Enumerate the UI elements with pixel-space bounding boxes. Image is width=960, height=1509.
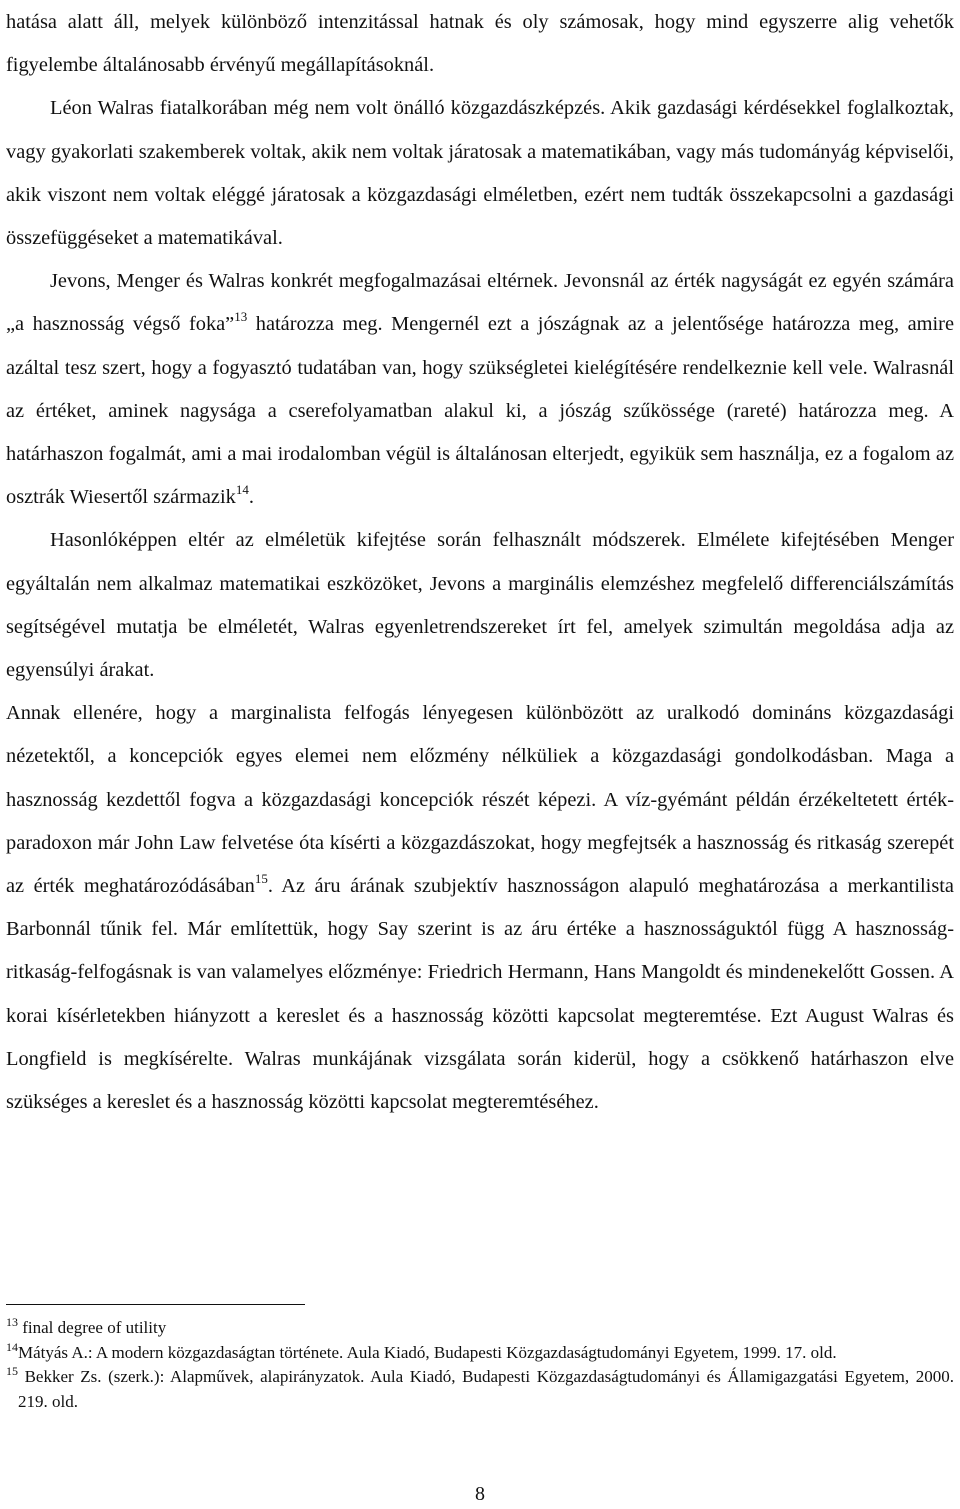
- footnote-ref-15: 15: [254, 871, 268, 887]
- paragraph-3-part-c: .: [248, 486, 254, 509]
- body-text: [6, 1, 954, 1124]
- footnote-ref-13: 13: [234, 309, 248, 325]
- paragraph-5-part-b: . Az áru árának szubjektív hasznosságon alapuló meghatározása a merkantilista Barbonnál tűnik fel. Már említettük, hogy Say szerint is az áru értéke a hasznosságuktól függ A hasznosság-ritkaság-felfogásnak is van valamelyes előzménye: Friedrich Hermann, Hans Mangoldt és mindenekelőtt Gossen. A korai kísérletekben hiányzott a kereslet és a hasznosság közötti kapcsolat megteremtése. Ezt August Walras és Longfield is megkísérelte. Walras munkájának vizsgálata során kiderül, hogy a csökkenő határhaszon elve szükséges a kereslet és a hasznosság közötti kapcsolat megteremtéséhez.: [6, 875, 954, 1114]
- footnote-ref-14: 14: [235, 482, 249, 498]
- document-page: [6, 0, 954, 1509]
- footnote-number: 14: [6, 1339, 18, 1354]
- paragraph-3: [6, 260, 954, 519]
- paragraph-3-part-b: határozza meg. Mengernél ezt a jószágnak az a jelentősége határozza meg, amire azáltal tesz szert, hogy a fogyasztó tudatában van, hogy szükségletei kielégítésére rendelkeznie kell vele. Walrasnál az értéket, aminek nagysága a cserefolyamatban alakul ki, a jószág szűkössége (rareté) határozza meg. A határhaszon fogalmát, ami a mai irodalomban végül is általánosan elterjedt, egyikük sem használja, ez a fogalom az osztrák Wiesertől származik: [6, 313, 954, 509]
- footnote-13: [6, 1316, 954, 1341]
- paragraph-4: Hasonlóképpen eltér az elméletük kifejtése során felhasznált módszerek. Elmélete kifejtésében Menger egyáltalán nem alkalmaz matematikai eszközöket, Jevons a marginális elemzéshez megfelelő differenciálszámítás segítségével mutatja be elméletét, Walras egyenletrendszereket írt fel, amelyek szimultán megoldása adja az egyensúlyi árakat.: [6, 529, 954, 682]
- footnote-number: 13: [6, 1315, 18, 1329]
- paragraph-5-part-a: Annak ellenére, hogy a marginalista felfogás lényegesen különbözött az uralkodó domináns közgazdasági nézetektől, a koncepciók egyes elemei nem előzmény nélküliek a közgazdasági gondolkodásban. Maga a hasznosság kezdettől fogva a közgazdasági koncepciók részét képezi. A víz-gyémánt példán érzékeltetett érték-paradoxon már John Law felvetése óta kísérti a közgazdászokat, hogy megfejtsék a hasznosság és ritkaság szerepét az érték meghatározódásában: [6, 702, 954, 898]
- paragraph-1: hatása alatt áll, melyek különböző intenzitással hatnak és oly számosak, hogy mind egyszerre alig vehetők figyelembe általánosabb érvényű megállapításoknál.: [6, 11, 954, 77]
- paragraph-2: Léon Walras fiatalkorában még nem volt önálló közgazdászképzés. Akik gazdasági kérdésekkel foglalkoztak, vagy gyakorlati szakemberek voltak, akik nem voltak járatosak a matematikában, vagy más tudományág képviselői, akik viszont nem voltak eléggé járatosak a közgazdasági elméletben, ezért nem tudták összekapcsolni a gazdasági összefüggéseket a matematikával.: [6, 97, 954, 250]
- footnotes: [6, 1316, 954, 1414]
- footnote-number: 15: [6, 1364, 18, 1378]
- paragraph-5: [6, 692, 954, 1124]
- paragraph-3-part-a: Jevons, Menger és Walras konkrét megfogalmazásai eltérnek. Jevonsnál az érték nagyságát ez egyén számára „a hasznosság végső foka”: [6, 270, 954, 336]
- page-number: 8: [475, 1483, 485, 1505]
- footnote-text: Bekker Zs. (szerk.): Alapművek, alapirányzatok. Aula Kiadó, Budapesti Közgazdaságtudományi és Államigazgatási Egyetem, 2000. 219. old.: [18, 1367, 954, 1411]
- footnote-separator: [6, 1304, 305, 1305]
- footnote-text: Mátyás A.: A modern közgazdaságtan története. Aula Kiadó, Budapesti Közgazdaságtudományi Egyetem, 1999. 17. old.: [18, 1342, 837, 1362]
- footnote-15: [6, 1365, 954, 1414]
- footnote-text: final degree of utility: [18, 1318, 167, 1337]
- footnote-14: [6, 1341, 954, 1366]
